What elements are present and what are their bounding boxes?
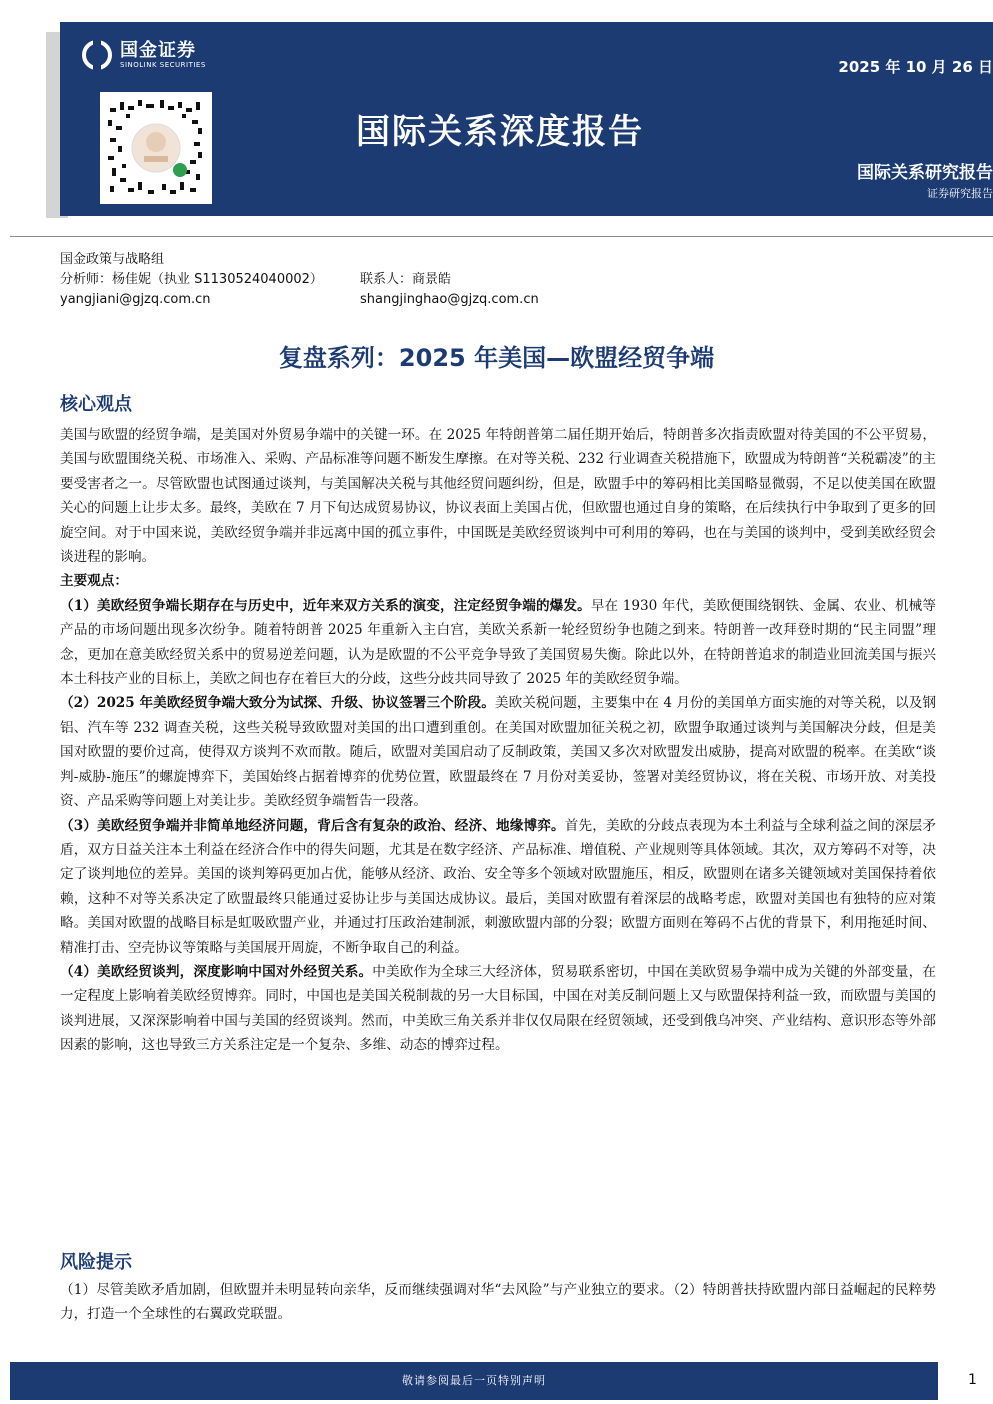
report-date: 2025 年 10 月 26 日	[838, 58, 993, 76]
document-title: 复盘系列：2025 年美国—欧盟经贸争端	[278, 344, 715, 372]
point-3	[60, 814, 936, 960]
risk-body	[60, 1278, 936, 1327]
contact-email[interactable]: shangjinghao@gjzq.com.cn	[360, 292, 539, 307]
logo-mark-icon	[82, 40, 112, 70]
risk-text: （1）尽管美欧矛盾加剧，但欧盟并未明显转向亲华，反而继续强调对华“去风险”与产业独立的要求。（2）特朗普扶持欧盟内部日益崛起的民粹势力，打造一个全球性的右翼政党联盟。	[60, 1282, 936, 1323]
risk-heading: 风险提示	[60, 1252, 132, 1273]
point-3-lead: （3）美欧经贸争端并非简单地经济问题，背后含有复杂的政治、经济、地缘博弈。	[60, 817, 565, 834]
header-divider	[10, 236, 993, 237]
qr-code-icon	[100, 92, 212, 204]
point-4	[60, 960, 936, 1058]
core-heading: 核心观点	[60, 394, 132, 415]
report-title: 国际关系深度报告	[356, 112, 644, 152]
company-logo	[82, 40, 206, 70]
analyst-name: 分析师：杨佳妮（执业 S1130524040002）	[60, 272, 323, 287]
point-4-lead: （4）美欧经贸谈判，深度影响中国对外经贸关系。	[60, 963, 373, 980]
author-block	[60, 250, 539, 310]
point-4-text: 中美欧作为全球三大经济体，贸易联系密切，中国在美欧贸易争端中成为关键的外部变量，在一定程度上影响着美欧经贸博弈。同时，中国也是美国关税制裁的另一大目标国，中国在对美反制问题上又与欧盟保持利益一致，而欧盟与美国的谈判进展，又深深影响着中国与美国的经贸谈判。然而，中美欧三角关系并非仅仅局限在经贸领域，还受到俄乌冲突、产业结构、意识形态等外部因素的影响，这也导致三方关系注定是一个复杂、多维、动态的博弈过程。	[60, 963, 936, 1054]
header-banner	[60, 22, 993, 216]
report-type: 国际关系研究报告	[857, 163, 993, 183]
main-points-label: 主要观点：	[60, 573, 128, 590]
point-2-text: 美欧关税问题，主要集中在 4 月份的美国单方面实施的对等关税，以及钢铝、汽车等 232 调查关税，这些关税导致欧盟对美国的出口遭到重创。在美国对欧盟加征关税之初，欧盟争取通过谈判与美国解决分歧，但是美国对欧盟的要价过高，使得双方谈判不欢而散。随后，欧盟对美国启动了反制政策，美国又多次对欧盟发出威胁，提高对欧盟的税率。在美欧“谈判-威胁-施压”的螺旋博弈下，美国始终占据着博弈的优势位置，欧盟最终在 7 月份对美妥协，签署对美经贸协议，将在关税、市场开放、对美投资、产品采购等问题上对美让步。美欧经贸争端暂告一段落。	[60, 695, 936, 810]
point-1-lead: （1）美欧经贸争端长期存在与历史中，近年来双方关系的演变，注定经贸争端的爆发。	[60, 597, 591, 614]
point-1-text: 早在 1930 年代，美欧便围绕钢铁、金属、农业、机械等产品的市场问题出现多次纷争。随着特朗普 2025 年重新入主白宫，美欧关系新一轮经贸纷争也随之到来。特朗普一改拜登时期的“民主同盟”理念，更加在意美欧经贸关系中的贸易逆差问题，认为是欧盟的不公平竞争导致了美国贸易失衡。除此以外，在特朗普追求的制造业回流美国与振兴本土科技产业的目标上，美欧之间也存在着巨大的分歧，这些分歧共同导致了 2025 年的美欧经贸争端。	[60, 597, 936, 688]
point-3-text: 首先，美欧的分歧点表现为本土利益与全球利益之间的深层矛盾，双方日益关注本土利益在经济合作中的得失问题，尤其是在数字经济、产品标准、增值税、产业规则等具体领域。其次，双方筹码不对等，决定了谈判地位的差异。美国的谈判筹码更加占优，能够从经济、政治、安全等多个领域对欧盟施压，相反，欧盟则在诸多关键领域对美国保持着依赖，这种不对等关系决定了欧盟最终只能通过妥协让步与美国达成协议。最后，美国对欧盟有着深层的战略考虑，欧盟对美国也有独特的应对策略。美国对欧盟的战略目标是虹吸欧盟产业，并通过打压政治建制派，刺激欧盟内部的分裂；欧盟方面则在筹码不占优的背景下，利用拖延时间、精准打击、空壳协议等策略与美国展开周旋，不断争取自己的利益。	[60, 817, 936, 956]
page-number: 1	[968, 1372, 977, 1388]
point-2	[60, 691, 936, 813]
report-subtype: 证券研究报告	[927, 187, 993, 200]
logo-text-cn: 国金证券	[120, 39, 196, 61]
point-2-lead: （2）2025 年美欧经贸争端大致分为试探、升级、协议签署三个阶段。	[60, 695, 495, 712]
author-group: 国金政策与战略组	[60, 252, 165, 267]
footer-disclaimer: 敬请参阅最后一页特别声明	[10, 1362, 938, 1400]
logo-text-en: SINOLINK SECURITIES	[120, 60, 206, 69]
core-summary: 美国与欧盟的经贸争端，是美国对外贸易争端中的关键一环。在 2025 年特朗普第二届任期开始后，特朗普多次指责欧盟对待美国的不公平贸易，美国与欧盟围绕关税、市场准入、采购、产品标准等问题不断发生摩擦。在对等关税、232 行业调查关税措施下，欧盟成为特朗普“关税霸凌”的主要受害者之一。尽管欧盟也试图通过谈判，与美国解决关税与其他经贸问题纠纷，但是，欧盟手中的筹码相比美国略显微弱，不足以使美国在欧盟关心的问题上让步太多。最终，美欧在 7 月下旬达成贸易协议，协议表面上美国占优，但欧盟也通过自身的策略，在后续执行中争取到了更多的回旋空间。对于中国来说，美欧经贸争端并非远离中国的孤立事件，中国既是美欧经贸谈判中可利用的筹码，也在与美国的谈判中，受到美欧经贸会谈进程的影响。	[60, 427, 936, 566]
analyst-email[interactable]: yangjiani@gjzq.com.cn	[60, 292, 211, 307]
point-1	[60, 594, 936, 692]
contact-name: 联系人：商景皓	[360, 272, 452, 287]
core-body	[60, 423, 936, 1058]
